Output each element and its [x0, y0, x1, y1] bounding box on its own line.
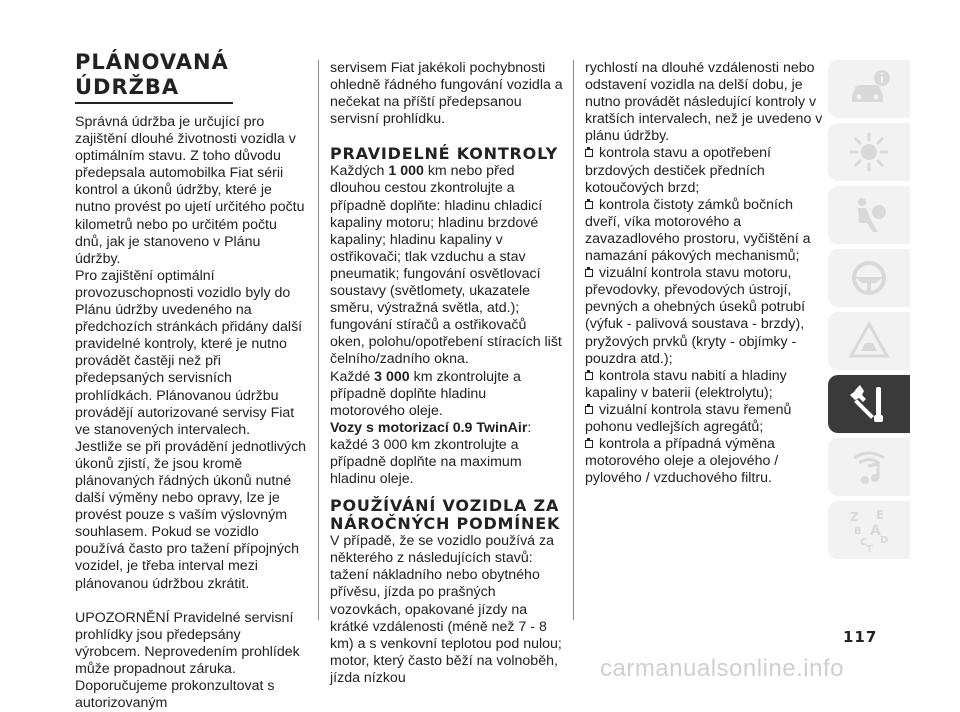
list-item: vizuální kontrola stavu řemenů pohonu vedlejších agregátů;	[585, 401, 792, 435]
sun-icon	[846, 129, 892, 175]
svg-text:E: E	[876, 508, 885, 522]
title-line-1: PLÁNOVANÁ	[75, 50, 229, 74]
severe-conditions-heading: POUŽÍVÁNÍ VOZIDLA ZA NÁROČNÝCH PODMÍNEK	[330, 496, 561, 534]
index-letters-icon	[846, 507, 892, 553]
car-info-icon	[846, 66, 892, 112]
svg-text:A: A	[870, 523, 881, 539]
tab-safety[interactable]	[828, 186, 910, 244]
tab-emergency[interactable]	[828, 312, 910, 370]
tab-car-info[interactable]	[828, 60, 910, 118]
column-3	[585, 60, 825, 487]
checkbox-bullet-icon	[585, 440, 593, 448]
column-separator	[573, 60, 574, 620]
watermark: carmanualsonline.info	[600, 655, 844, 682]
list-item: kontrola čistoty zámků bočních dveří, víka motorového a zavazadlového prostoru, vyčištění a namazání pákových mechanismů;	[585, 196, 811, 265]
shorter-intervals-paragraph: rychlostí na dlouhé vzdálenosti nebo odstavení vozidla na delší dobu, je nutno provádět následující kontroly v kratších intervalech, než je uvedeno v plánu údržby.	[585, 60, 823, 145]
tab-dashboard[interactable]	[828, 123, 910, 181]
tab-starting-driving[interactable]	[828, 249, 910, 307]
title-line-2: ÚDRŽBA	[75, 75, 180, 99]
warning-paragraph: UPOZORNĚNÍ Pravidelné servisní prohlídky jsou předepsány výrobcem. Neprovedením prohlídek může propadnout záruka. Doporučujeme prokonzultovat s autorizovaným	[75, 609, 300, 712]
svg-text:D: D	[880, 535, 889, 546]
wrench-icon	[846, 381, 892, 427]
every-1000-paragraph: Každých 1 000 km nebo před dlouhou cestou zkontrolujte a případně doplňte: hladinu chladicí kapaliny motoru; hladinu brzdové kapaliny; hladinu kapaliny v ostřikovači; tlak vzduchu a stav pneumatik; fungování osvětlovací soustavy (světlomety, ukazatele směru, výstražná světla, atd.); fungování stíračů a ostřikovačů oken, polohu/opotřebení stíracích lišt čelního/zadního okna.	[330, 163, 562, 368]
list-item: kontrola stavu nabití a hladiny kapaliny v baterii (elektrolytu);	[585, 367, 787, 401]
list-item: kontrola a případná výměna motorového oleje a olejového / pylového / vzduchového filtru.	[585, 436, 779, 487]
severe-conditions-paragraph: V případě, že se vozidlo používá za některého z následujících stavů: tažení nákladního nebo obytného přívěsu, jízda po prašných vozovkách, opakované jízdy na krátké vzdálenosti (méně než 7 - 8 km) a s venkovní teplotou pod nulou; motor, který často běží na volnoběh, jízda nízkou	[330, 533, 562, 686]
chapter-sidebar	[828, 60, 910, 564]
checkbox-bullet-icon	[585, 406, 593, 414]
checkbox-bullet-icon	[585, 372, 593, 380]
list-item: vizuální kontrola stavu motoru, převodovky, převodových ústrojí, pevných a ohebných úseků potrubí (výfuk - palivová soustava - brzdy), pryžových prvků (kryty - objímky - pouzdra atd.);	[585, 265, 806, 367]
tab-multimedia[interactable]	[828, 438, 910, 496]
column-separator	[318, 60, 319, 620]
svg-text:B: B	[854, 526, 862, 537]
svg-text:Z: Z	[850, 510, 859, 524]
repairs-paragraph: Jestliže se při provádění jednotlivých úkonů zjistí, že jsou kromě plánovaných řádných úkonů nutné další výměny nebo opravy, lze je provést pouze s vaším výslovným souhlasem. Pokud se vozidlo používá často pro tažení přípojných vozidel, je třeba interval mezi plánovanou údržbou zkrátit.	[75, 438, 307, 592]
checkbox-bullet-icon	[585, 149, 593, 157]
column-2	[330, 60, 564, 687]
list-item: kontrola stavu a opotřebení brzdových destiček předních kotoučových brzd;	[585, 145, 771, 196]
steering-icon	[846, 255, 892, 301]
warning-triangle-icon	[846, 318, 892, 364]
page-title	[75, 50, 233, 104]
continued-paragraph: servisem Fiat jakékoli pochybnosti ohledně řádného fungování vozidla a nečekat na příští předepsanou servisní prohlídku.	[330, 60, 563, 128]
checkbox-bullet-icon	[585, 269, 593, 277]
tab-index[interactable]	[828, 501, 910, 559]
page-number: 117	[843, 628, 878, 646]
music-note-icon	[846, 444, 892, 490]
intro-paragraph: Správná údržba je určující pro zajištění dlouhé životnosti vozidla v optimálním stavu. Z toho důvodu předepsala automobilka Fiat sérii kontrol a úkonů údržby, které je nutno provést po ujetí určitého počtu kilometrů nebo po určitém počtu dnů, jak je stanoveno v Plánu údržby.	[75, 114, 305, 267]
checkbox-bullet-icon	[585, 201, 593, 209]
regular-checks-heading: PRAVIDELNÉ KONTROLY	[330, 144, 558, 164]
svg-text:C: C	[860, 537, 868, 548]
twinair-paragraph: Vozy s motorizací 0.9 TwinAir: každé 3 000 km zkontrolujte a případně doplňte na maximum hladinu oleje.	[330, 419, 532, 488]
optimal-paragraph: Pro zajištění optimální provozuschopnosti vozidlo byly do Plánu údržby uvedeného na předchozích stránkách přidány další pravidelné kontroly, které je nutno provádět častěji než při předepsaných servisních prohlídkách. Plánovanou údržbu provádějí autorizované servisy Fiat ve stanovených intervalech.	[75, 267, 303, 438]
airbag-icon	[846, 192, 892, 238]
every-3000-paragraph: Každé 3 000 km zkontrolujte a případně doplňte hladinu motorového oleje.	[330, 368, 521, 419]
column-1	[75, 50, 307, 712]
tab-maintenance[interactable]	[828, 375, 910, 433]
svg-text:T: T	[866, 544, 873, 553]
